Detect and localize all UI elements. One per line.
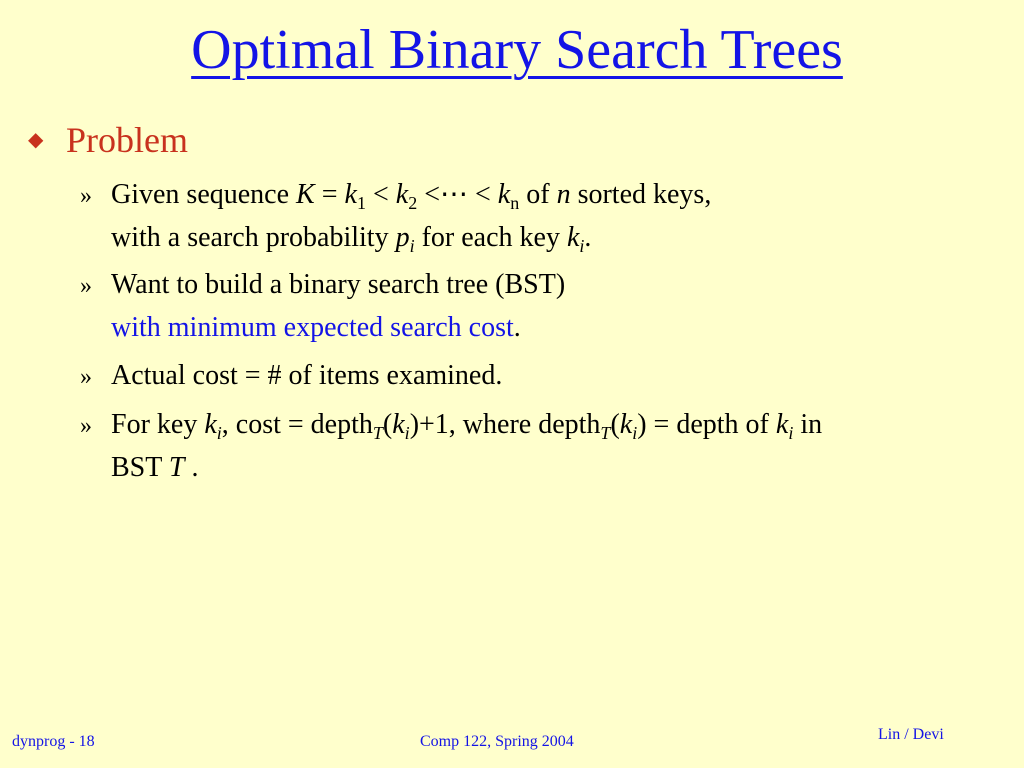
text-segment: Given sequence [111,179,290,210]
var-k: k [392,409,405,440]
subscript: T [372,423,383,443]
subscript: T [600,423,611,443]
text-segment: , cost = depth [221,409,373,440]
slide-title: Optimal Binary Search Trees [191,19,843,81]
text-segment: in [793,409,823,440]
sub-point-actual-cost [80,355,502,398]
subscript: i [579,236,585,256]
footer-course: Comp 122, Spring 2004 [420,733,574,750]
text-segment: )+1, where depth [409,409,601,440]
highlight-text: with minimum expected search cost [111,312,514,343]
text-segment: < [365,179,396,210]
text-segment: ( [610,409,620,440]
subscript: i [404,423,410,443]
subscript: i [409,236,415,256]
text-segment: BST [111,452,169,483]
footer-authors: Lin / Devi [878,726,944,743]
subscript: i [216,423,222,443]
text-segment: . [584,222,592,253]
var-k: k [497,179,511,210]
text-segment: Actual cost = # of items examined. [111,360,503,391]
subscript: i [788,423,794,443]
text-segment: Want to build a binary search tree (BST) [111,269,566,300]
text-segment: of [519,179,557,210]
var-k: k [775,409,789,440]
text-segment: For key [111,409,205,440]
sub-point-given-sequence [80,174,711,259]
text-segment: ( [382,409,393,440]
var-k: k [395,179,409,210]
text-segment: with a search probability [111,222,396,253]
bullet-problem-label: Problem [66,120,188,160]
subscript: 1 [356,193,366,213]
bullet-problem [28,118,188,162]
diamond-bullet-icon: ◆ [28,129,44,151]
subscript: i [632,423,638,443]
var-T: T [168,452,185,483]
var-k: k [344,179,357,210]
text-segment: ) = depth of [637,409,776,440]
subscript: n [510,193,520,213]
sub-point-build-bst [80,264,565,349]
text-segment: . [513,312,521,343]
footer-slide-number: dynprog - 18 [12,733,95,750]
var-n: n [556,179,571,210]
text-segment: = [314,179,345,210]
var-k: k [566,222,580,253]
var-p: p [395,222,410,253]
sub-bullet-marker: » [80,364,92,390]
sub-bullet-marker: » [80,413,92,439]
sub-point-continuation [80,447,822,489]
sub-bullet-marker: » [80,183,92,209]
var-k: k [204,409,217,440]
text-segment: for each key [414,222,567,253]
sub-point-depth-cost [80,404,822,489]
text-segment: . [184,452,199,483]
var-k: k [619,409,633,440]
subscript: 2 [408,193,418,213]
sub-point-continuation [80,307,565,349]
sub-bullet-marker: » [80,273,92,299]
text-segment: <⋯ < [417,179,498,210]
var-K: K [296,179,315,210]
sub-point-continuation [80,217,711,259]
text-segment: sorted keys, [570,179,712,210]
